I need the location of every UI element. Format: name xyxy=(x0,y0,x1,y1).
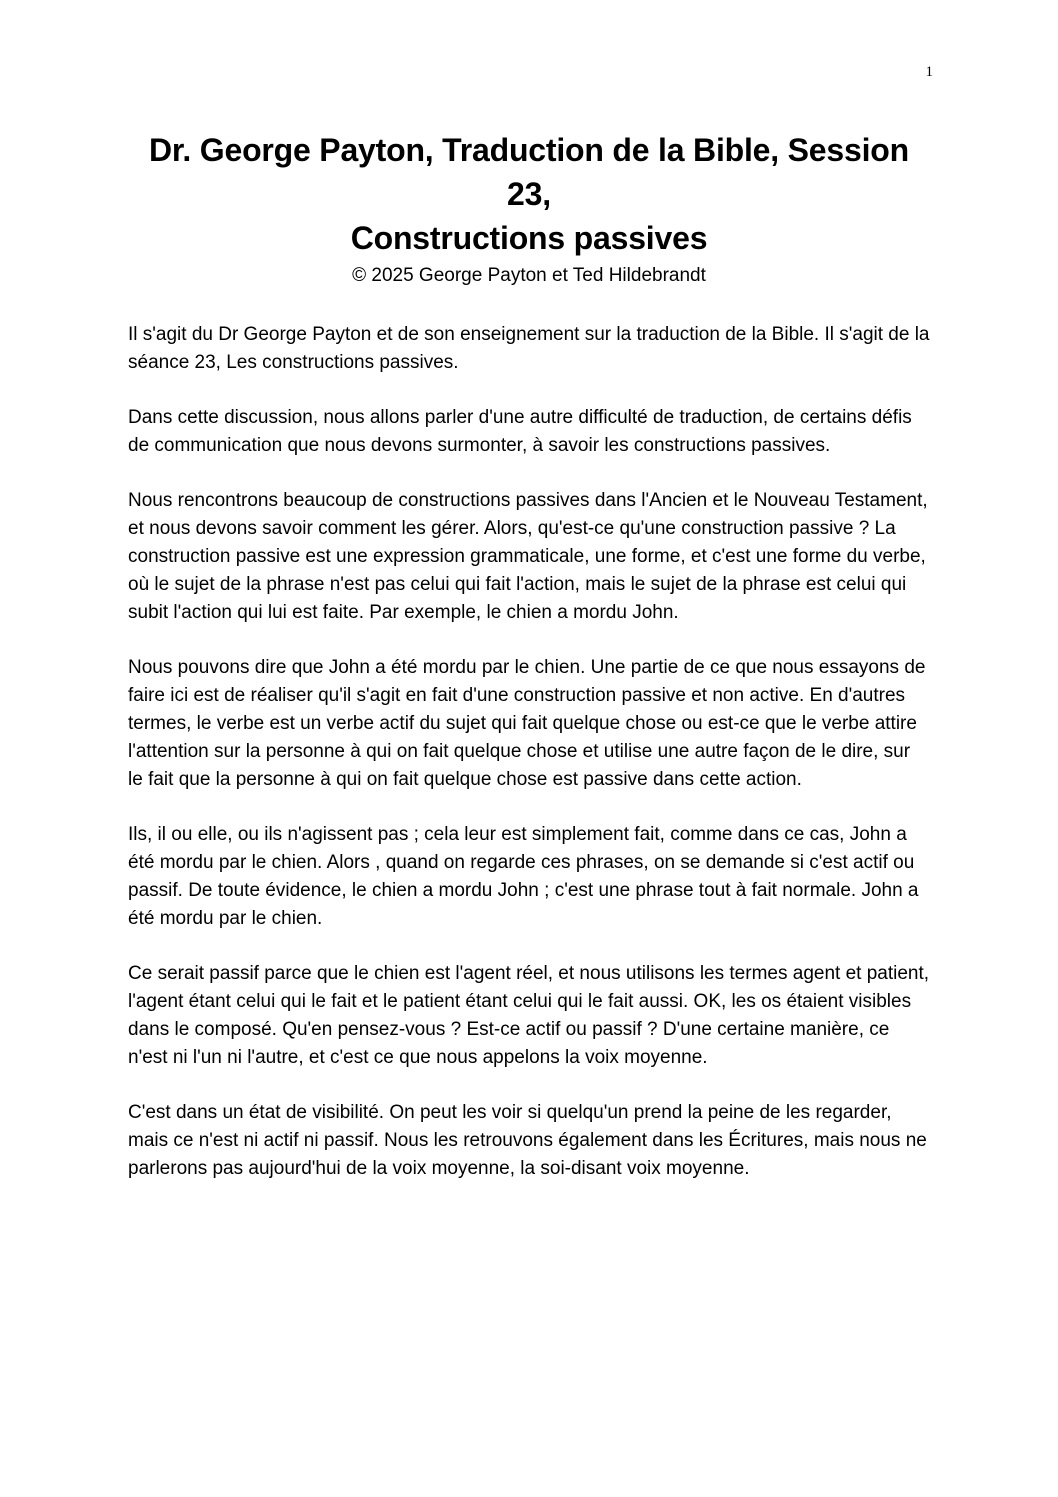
document-header xyxy=(128,128,930,290)
document-title-line-1: Dr. George Payton, Traduction de la Bible, Session xyxy=(149,132,909,168)
paragraph: C'est dans un état de visibilité. On peut les voir si quelqu'un prend la peine de les regarder, mais ce n'est ni actif ni passif. Nous les retrouvons également dans les Écritures, mais nous ne parlerons pas aujourd'hui de la voix moyenne, la soi-disant voix moyenne. xyxy=(128,1102,927,1179)
paragraph: Ce serait passif parce que le chien est l'agent réel, et nous utilisons les termes agent et patient, l'agent étant celui qui le fait et le patient étant celui qui le fait aussi. OK, les os étaient visibles dans le composé. Qu'en pensez-vous ? Est-ce actif ou passif ? D'une certaine manière, ce n'est ni l'un ni l'autre, et c'est ce que nous appelons la voix moyenne. xyxy=(128,963,930,1068)
document-body xyxy=(128,321,930,1210)
paragraph: Ils, il ou elle, ou ils n'agissent pas ; cela leur est simplement fait, comme dans ce cas, John a été mordu par le chien. Alors , quand on regarde ces phrases, on se demande si c'est actif ou passif. De toute évidence, le chien a mordu John ; c'est une phrase tout à fait normale. John a été mordu par le chien. xyxy=(128,824,919,929)
page-number: 1 xyxy=(925,64,933,80)
paragraph: Nous rencontrons beaucoup de constructions passives dans l'Ancien et le Nouveau Testament, et nous devons savoir comment les gérer. Alors, qu'est-ce qu'une construction passive ? La construction passive est une expression grammaticale, une forme, et c'est une forme du verbe, où le sujet de la phrase n'est pas celui qui fait l'action, mais le sujet de la phrase est celui qui subit l'action qui lui est faite. Par exemple, le chien a mordu John. xyxy=(128,490,928,623)
paragraph: Il s'agit du Dr George Payton et de son enseignement sur la traduction de la Bible. Il s'agit de la séance 23, Les constructions passives. xyxy=(128,324,930,373)
copyright-line: © 2025 George Payton et Ted Hildebrandt xyxy=(352,265,706,286)
paragraph: Dans cette discussion, nous allons parler d'une autre difficulté de traduction, de certains défis de communication que nous devons surmonter, à savoir les constructions passives. xyxy=(128,407,912,456)
document-title-line-2: 23, xyxy=(507,176,551,212)
paragraph: Nous pouvons dire que John a été mordu par le chien. Une partie de ce que nous essayons de faire ici est de réaliser qu'il s'agit en fait d'une construction passive et non active. En d'autres termes, le verbe est un verbe actif du sujet qui fait quelque chose ou est-ce que le verbe attire l'attention sur la personne à qui on fait quelque chose et utilise une autre façon de le dire, sur le fait que la personne à qui on fait quelque chose est passive dans cette action. xyxy=(128,657,926,790)
document-title-line-3: Constructions passives xyxy=(350,220,708,256)
